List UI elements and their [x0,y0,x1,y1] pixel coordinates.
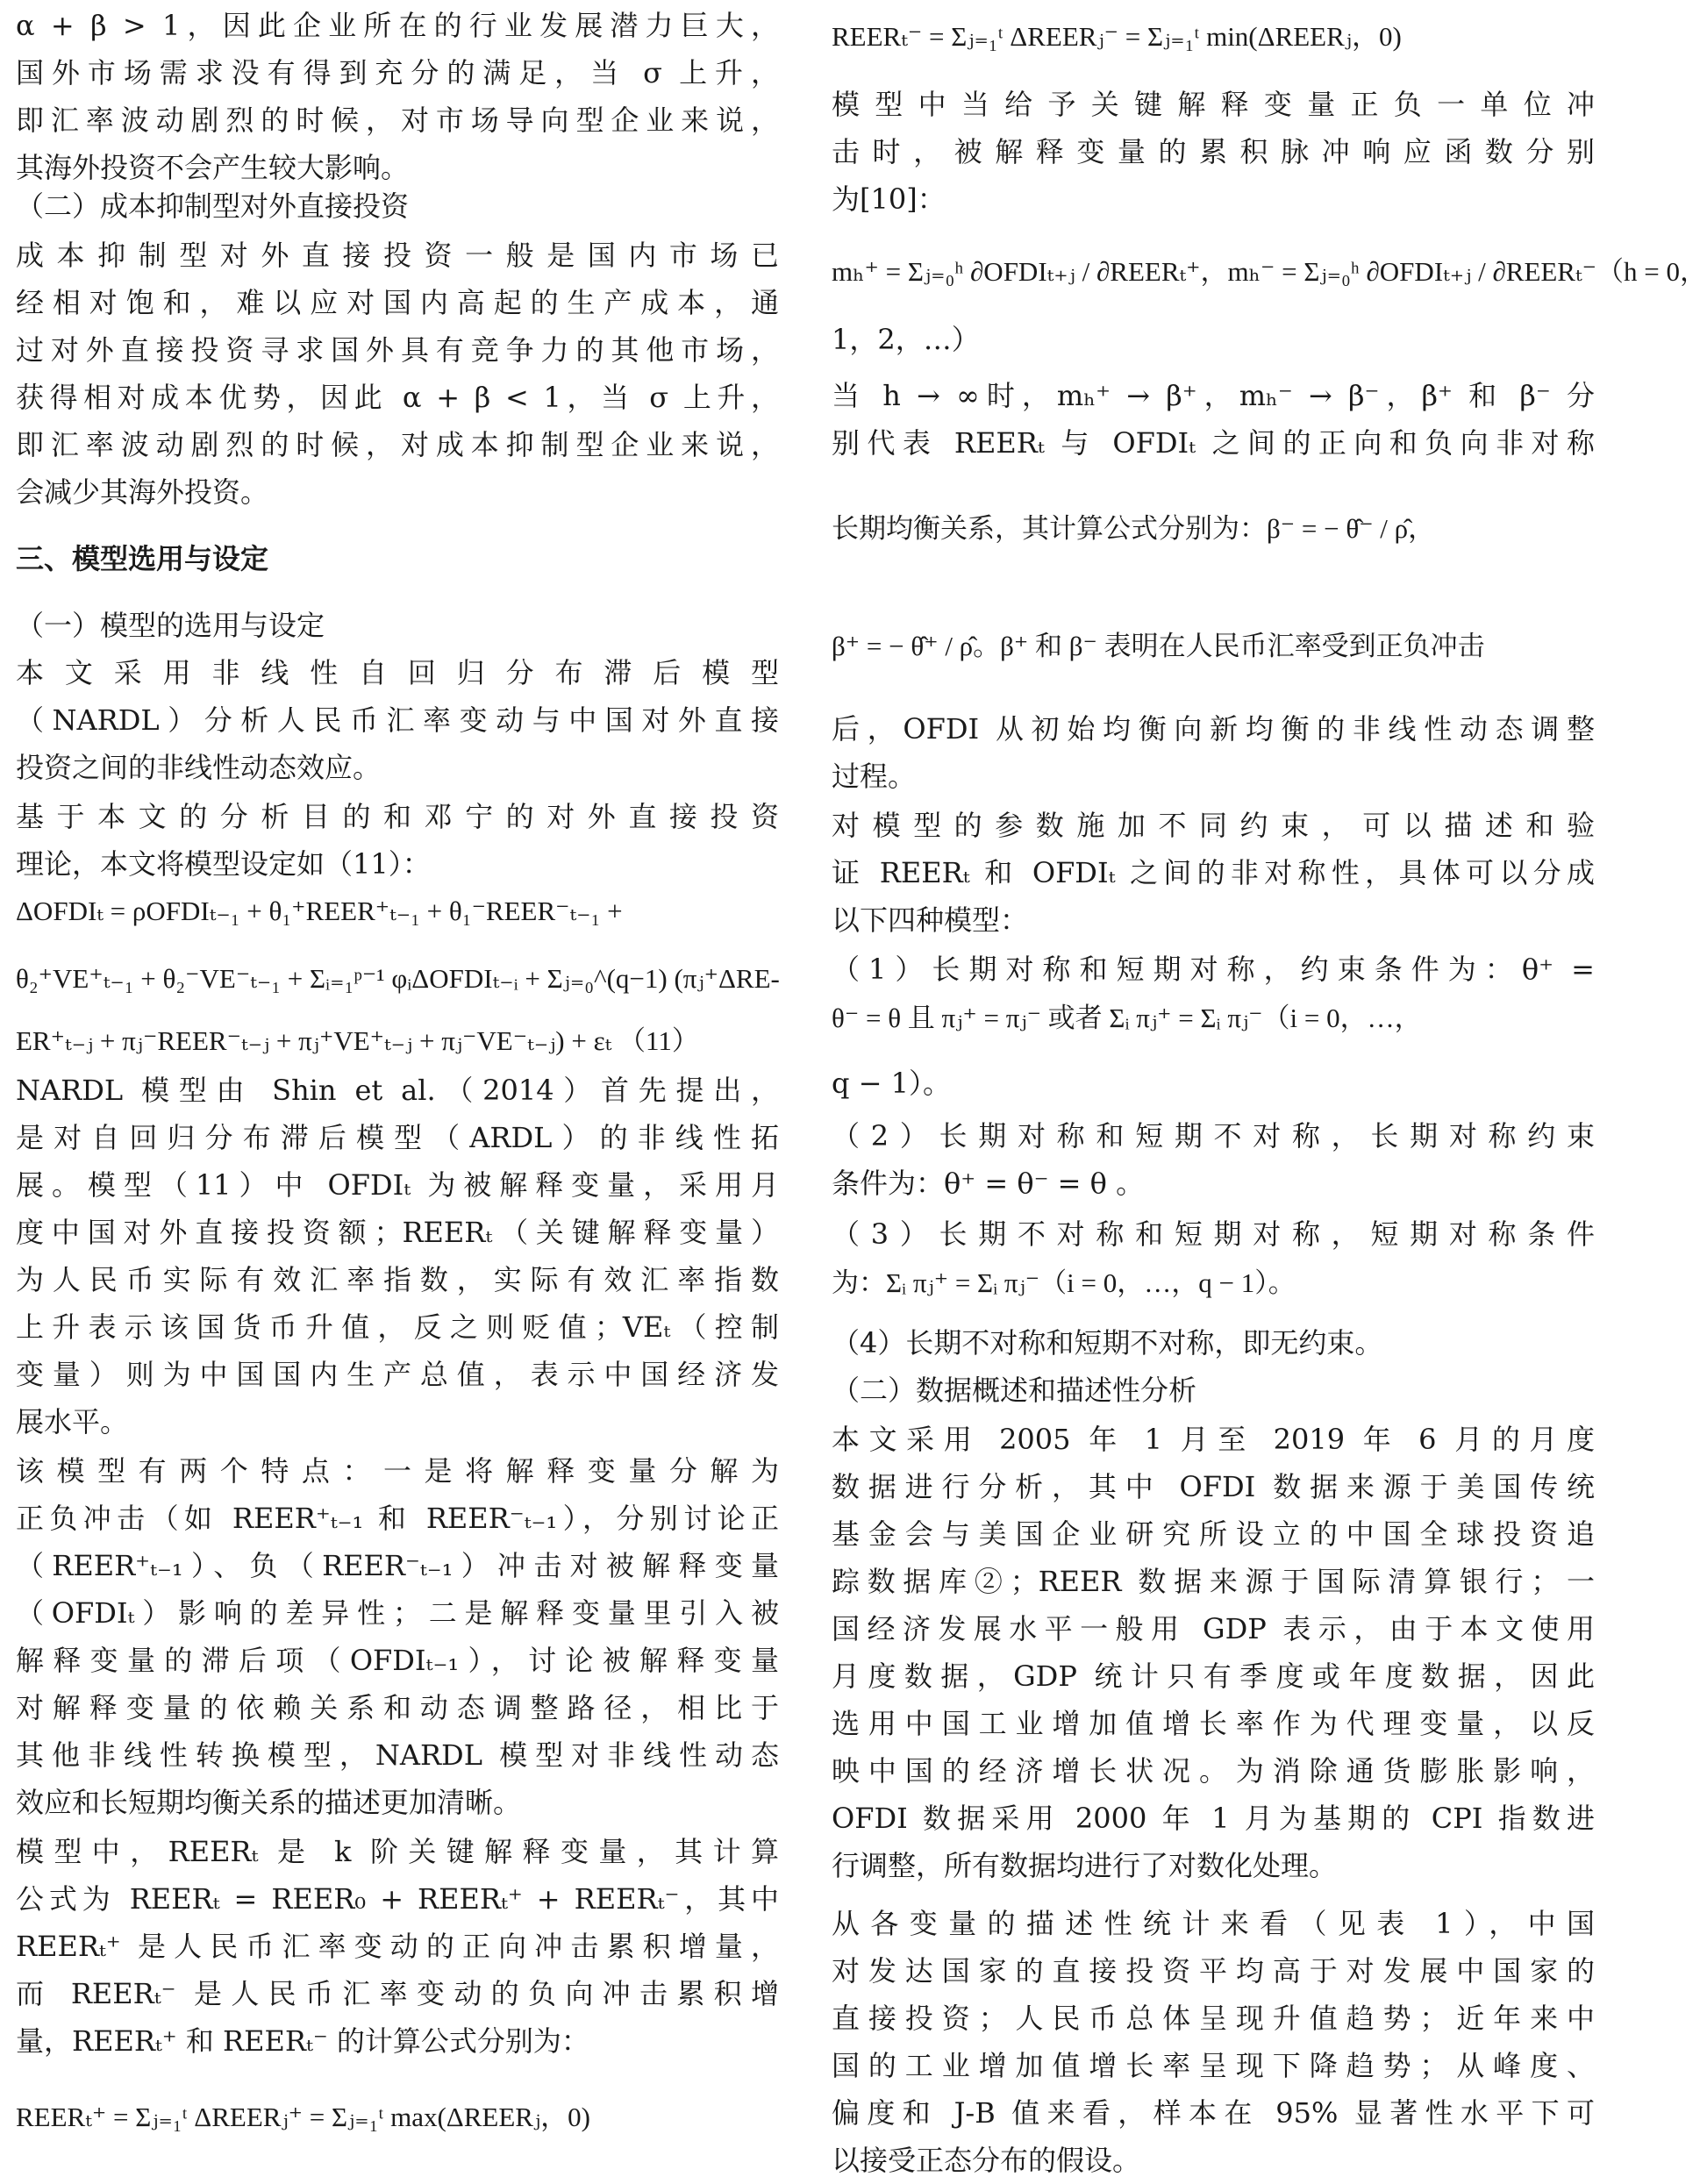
left-column-line: （二）成本抑制型对外直接投资 [16,189,410,223]
left-column-line: 解释变量的滞后项（OFDIₜ₋₁），讨论被解释变量 [16,1644,779,1677]
right-column-line: 为[10]： [832,182,946,216]
right-column-line: 映中国的经济增长状况。为消除通货膨胀影响， [832,1754,1595,1788]
left-column-line: NARDL 模型由 Shin et al.（2014）首先提出， [16,1074,779,1107]
left-column-line: 效应和长短期均衡关系的描述更加清晰。 [16,1786,522,1819]
left-column-line: 三、模型选用与设定 [16,542,269,575]
right-column-line: 为：Σᵢ πⱼ⁺ = Σᵢ πⱼ⁻（i = 0，…，q − 1）。 [832,1267,1296,1298]
right-column-line: 踪数据库②；REER 数据来源于国际清算银行；一 [832,1565,1595,1598]
right-column-line: 基金会与美国企业研究所设立的中国全球投资追 [832,1517,1595,1551]
right-column-line: （4）长期不对称和短期不对称，即无约束。 [832,1326,1383,1360]
left-column-line: θ₂⁺VE⁺ₜ₋₁ + θ₂⁻VE⁻ₜ₋₁ + Σᵢ₌₁ᵖ⁻¹ φᵢΔOFDIₜ₋ᵢ + Σⱼ₌₀^(q−1) (πⱼ⁺ΔRE- [16,963,780,994]
right-column-line: OFDI 数据采用 2000 年 1 月为基期的 CPI 指数进 [832,1802,1595,1835]
left-column-line: 即汇率波动剧烈的时候，对成本抑制型企业来说， [16,428,779,461]
left-column-line: 理论，本文将模型设定如（11）： [16,847,431,881]
left-column-line: 上升表示该国货币升值，反之则贬值；VEₜ（控制 [16,1310,779,1344]
left-column-line: （一）模型的选用与设定 [16,609,325,642]
right-column-line: 后，OFDI 从初始均衡向新均衡的非线性动态调整 [832,712,1595,746]
left-column-line: 即汇率波动剧烈的时候，对市场导向型企业来说， [16,103,779,137]
left-column-line: （OFDIₜ）影响的差异性；二是解释变量里引入被 [16,1596,779,1630]
right-column-line: 本文采用 2005 年 1 月至 2019 年 6 月的月度 [832,1423,1595,1456]
right-column-line: 当 h → ∞时，mₕ⁺ → β⁺，mₕ⁻ → β⁻，β⁺ 和 β⁻ 分 [832,379,1595,412]
left-column-line: 国外市场需求没有得到充分的满足，当 σ 上升， [16,56,779,89]
right-column-line: 国经济发展水平一般用 GDP 表示，由于本文使用 [832,1612,1595,1645]
right-column-line: （1）长期对称和短期对称，约束条件为：θ⁺ = [832,953,1595,986]
left-column-line: （REER⁺ₜ₋₁）、负（REER⁻ₜ₋₁）冲击对被解释变量 [16,1549,779,1582]
right-column-line: 以下四种模型： [832,903,1029,937]
left-column-line: 模型中，REERₜ 是 k 阶关键解释变量，其计算 [16,1835,779,1868]
left-column-line: 为人民币实际有效汇率指数，实际有效汇率指数 [16,1263,779,1296]
right-column-line: 1，2，…） [832,323,980,356]
right-column-line: （2）长期对称和短期不对称，长期对称约束 [832,1119,1595,1153]
right-column-line: 以接受正态分布的假设。 [832,2144,1141,2177]
left-column-line: 过对外直接投资寻求国外具有竞争力的其他市场， [16,333,779,367]
left-column-line: 基于本文的分析目的和邓宁的对外直接投资 [16,800,779,833]
left-column-line: ΔOFDIₜ = ρOFDIₜ₋₁ + θ₁⁺REER⁺ₜ₋₁ + θ₁⁻REER⁻ₜ₋₁ + [16,896,623,926]
right-column-line: 对模型的参数施加不同约束，可以描述和验 [832,809,1595,842]
right-column-line: 击时，被解释变量的累积脉冲响应函数分别 [832,135,1595,168]
left-column-line: （NARDL）分析人民币汇率变动与中国对外直接 [16,703,779,737]
right-column-line: β⁺ = − θ̂⁺ / ρ̂。β⁺ 和 β⁻ 表明在人民币汇率受到正负冲击 [832,631,1485,661]
left-column-line: 成本抑制型对外直接投资一般是国内市场已 [16,239,779,272]
right-column-line: 长期均衡关系，其计算公式分别为：β⁻ = − θ̂⁻ / ρ̂， [832,513,1436,544]
right-column-line: 过程。 [832,760,917,793]
left-column-line: 而 REERₜ⁻ 是人民币汇率变动的负向冲击累积增 [16,1977,779,2010]
right-column-line: 月度数据，GDP 统计只有季度或年度数据，因此 [832,1659,1595,1693]
left-column-line: 变量）则为中国国内生产总值，表示中国经济发 [16,1358,779,1391]
right-column-line: mₕ⁺ = Σⱼ₌₀ʰ ∂OFDIₜ₊ⱼ / ∂REERₜ⁺，mₕ⁻ = Σⱼ₌₀ʰ ∂OFDIₜ₊ⱼ / ∂REERₜ⁻（h = 0， [832,256,1707,287]
right-column-line: 偏度和 J-B 值来看，样本在 95% 显著性水平下可 [832,2096,1595,2130]
right-column-line: θ⁻ = θ 且 πⱼ⁺ = πⱼ⁻ 或者 Σᵢ πⱼ⁺ = Σᵢ πⱼ⁻（i = 0，…， [832,1003,1422,1033]
left-column-line: 本文采用非线性自回归分布滞后模型 [16,656,779,689]
left-column-line: 展。模型（11）中 OFDIₜ 为被解释变量，采用月 [16,1168,779,1202]
left-column-line: 其他非线性转换模型，NARDL 模型对非线性动态 [16,1738,779,1772]
left-column-line: 展水平。 [16,1405,129,1438]
left-column-line: 该模型有两个特点：一是将解释变量分解为 [16,1454,779,1488]
right-column-line: 直接投资；人民币总体呈现升值趋势；近年来中 [832,2002,1595,2035]
right-column-line: 从各变量的描述性统计来看（见表 1），中国 [832,1907,1595,1940]
right-column-line: 模型中当给予关键解释变量正负一单位冲 [832,88,1595,121]
right-column-line: 条件为：θ⁺ = θ⁻ = θ 。 [832,1167,1145,1200]
left-column-line: 公式为 REERₜ = REER₀ + REERₜ⁺ + REERₜ⁻，其中 [16,1882,779,1916]
left-column-line: 是对自回归分布滞后模型（ARDL）的非线性拓 [16,1121,779,1154]
right-column-line: 数据进行分析，其中 OFDI 数据来源于美国传统 [832,1470,1595,1503]
right-column-line: （二）数据概述和描述性分析 [832,1374,1197,1407]
right-column-line: 别代表 REERₜ 与 OFDIₜ 之间的正向和负向非对称 [832,426,1595,460]
left-column-line: 度中国对外直接投资额；REERₜ（关键解释变量） [16,1216,779,1249]
left-column-line: 会减少其海外投资。 [16,475,269,509]
right-column-line: q − 1）。 [832,1067,952,1100]
right-column-line: （3）长期不对称和短期对称，短期对称条件 [832,1217,1595,1251]
left-column-line: 获得相对成本优势，因此 α + β < 1，当 σ 上升， [16,381,779,414]
left-column-line: ER⁺ₜ₋ⱼ + πⱼ⁻REER⁻ₜ₋ⱼ + πⱼ⁺VE⁺ₜ₋ⱼ + πⱼ⁻VE⁻ₜ₋ⱼ) + εₜ （11） [16,1025,699,1056]
right-column-line: 对发达国家的直接投资平均高于对发展中国家的 [832,1954,1595,1988]
left-column-line: 正负冲击（如 REER⁺ₜ₋₁ 和 REER⁻ₜ₋₁），分别讨论正 [16,1502,779,1535]
left-column-line: α + β > 1，因此企业所在的行业发展潜力巨大， [16,9,779,42]
right-column-line: REERₜ⁻ = Σⱼ₌₁ᵗ ΔREERⱼ⁻ = Σⱼ₌₁ᵗ min(ΔREERⱼ，0) [832,21,1402,52]
left-column-line: 量，REERₜ⁺ 和 REERₜ⁻ 的计算公式分别为： [16,2024,589,2058]
right-column-line: 证 REERₜ 和 OFDIₜ 之间的非对称性，具体可以分成 [832,856,1595,889]
left-column-line: 投资之间的非线性动态效应。 [16,751,382,784]
left-column-line: 经相对饱和，难以应对国内高起的生产成本，通 [16,286,779,319]
left-column-line: REERₜ⁺ = Σⱼ₌₁ᵗ ΔREERⱼ⁺ = Σⱼ₌₁ᵗ max(ΔREERⱼ，0) [16,2102,590,2132]
right-column-line: 选用中国工业增加值增长率作为代理变量，以反 [832,1707,1595,1740]
right-column-line: 行调整，所有数据均进行了对数化处理。 [832,1849,1338,1882]
left-column-line: REERₜ⁺ 是人民币汇率变动的正向冲击累积增量， [16,1930,779,1963]
left-column-line: 其海外投资不会产生较大影响。 [16,151,410,184]
right-column-line: 国的工业增加值增长率呈现下降趋势；从峰度、 [832,2049,1595,2082]
left-column-line: 对解释变量的依赖关系和动态调整路径，相比于 [16,1691,779,1724]
